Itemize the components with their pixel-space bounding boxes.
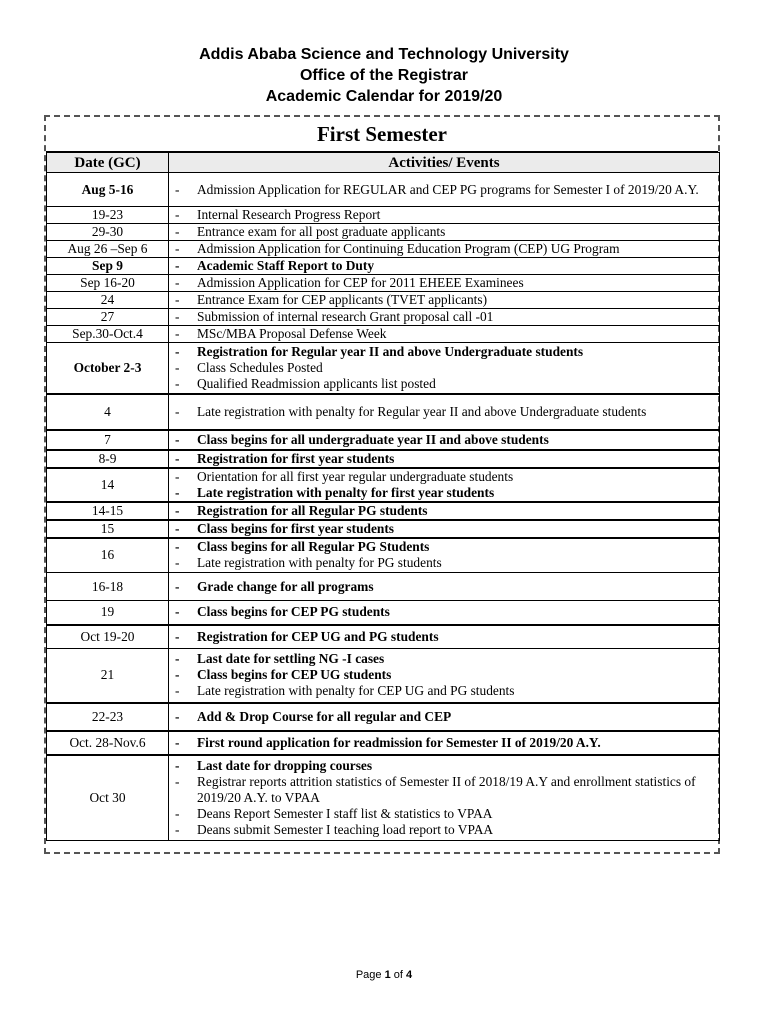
row-activities <box>169 292 720 309</box>
row-activities <box>169 649 720 703</box>
activity-item: - Orientation for all first year regular undergraduate students <box>173 469 715 485</box>
row-activities <box>169 241 720 258</box>
row-activities <box>169 309 720 326</box>
activity-item: - Last date for settling NG -I cases <box>173 651 715 667</box>
activity-list <box>173 224 715 240</box>
row-date: 8-9 <box>47 450 169 468</box>
activity-list <box>173 432 715 448</box>
page-label: Page <box>355 969 382 981</box>
activity-list <box>173 182 715 198</box>
activity-item: - Entrance exam for all post graduate applicants <box>173 224 715 240</box>
table-row <box>47 731 720 755</box>
activity-item: - Qualified Readmission applicants list posted <box>173 376 715 392</box>
row-activities <box>169 173 720 207</box>
row-date: 14-15 <box>47 502 169 520</box>
activity-item: - Class Schedules Posted <box>173 360 715 376</box>
activity-list <box>173 651 715 699</box>
activity-list <box>173 629 715 645</box>
row-date: 19-23 <box>47 207 169 224</box>
activity-item: - MSc/MBA Proposal Defense Week <box>173 326 715 342</box>
row-activities <box>169 538 720 573</box>
of-label: of <box>393 969 403 981</box>
table-row <box>47 601 720 625</box>
row-date: 16-18 <box>47 573 169 601</box>
activity-item: - Late registration with penalty for PG students <box>173 555 715 571</box>
activity-item: - Deans Report Semester I staff list & statistics to VPAA <box>173 806 715 822</box>
activity-item: - Late registration with penalty for CEP UG and PG students <box>173 683 715 699</box>
row-date: 22-23 <box>47 703 169 731</box>
table-row <box>47 343 720 394</box>
row-activities <box>169 258 720 275</box>
activity-list <box>173 735 715 751</box>
activity-item: - Entrance Exam for CEP applicants (TVET applicants) <box>173 292 715 308</box>
table-row <box>47 538 720 573</box>
row-activities <box>169 601 720 625</box>
activity-item: - Internal Research Progress Report <box>173 207 715 223</box>
row-date: 24 <box>47 292 169 309</box>
activity-item: - Academic Staff Report to Duty <box>173 258 715 274</box>
table-row <box>47 207 720 224</box>
activity-item: - Registration for first year students <box>173 451 715 467</box>
activity-item: - Admission Application for Continuing Education Program (CEP) UG Program <box>173 241 715 257</box>
table-row <box>47 520 720 538</box>
table-row <box>47 292 720 309</box>
activity-list <box>173 326 715 342</box>
activities-column-header: Activities/ Events <box>169 153 720 173</box>
row-activities <box>169 468 720 502</box>
semester-title: First Semester <box>46 118 718 152</box>
row-date: 15 <box>47 520 169 538</box>
row-date: 14 <box>47 468 169 502</box>
activity-list <box>173 258 715 274</box>
row-activities <box>169 703 720 731</box>
table-row <box>47 573 720 601</box>
table-row <box>47 326 720 343</box>
activity-list <box>173 579 715 595</box>
activity-item: - Submission of internal research Grant proposal call -01 <box>173 309 715 325</box>
document-header <box>0 44 768 107</box>
row-date: Sep 16-20 <box>47 275 169 292</box>
activity-list <box>173 404 715 420</box>
activity-list <box>173 604 715 620</box>
table-row <box>47 241 720 258</box>
table-row <box>47 502 720 520</box>
table-row <box>47 625 720 649</box>
activity-item: - Admission Application for CEP for 2011 EHEEE Examinees <box>173 275 715 291</box>
activity-list <box>173 451 715 467</box>
activity-list <box>173 503 715 519</box>
activity-item: - Add & Drop Course for all regular and CEP <box>173 709 715 725</box>
table-row <box>47 703 720 731</box>
activity-item: - Class begins for all Regular PG Students <box>173 539 715 555</box>
activity-list <box>173 241 715 257</box>
activity-list <box>173 344 715 392</box>
activity-item: - Class begins for CEP UG students <box>173 667 715 683</box>
activity-list <box>173 521 715 537</box>
activity-list <box>173 709 715 725</box>
row-activities <box>169 573 720 601</box>
activity-list <box>173 758 715 838</box>
row-activities <box>169 625 720 649</box>
activity-item: - Registration for Regular year II and above Undergraduate students <box>173 344 715 360</box>
activity-list <box>173 469 715 501</box>
table-row <box>47 224 720 241</box>
row-activities <box>169 343 720 394</box>
calendar-table <box>46 152 720 841</box>
activity-item: - Admission Application for REGULAR and CEP PG programs for Semester I of 2019/20 A.Y. <box>173 182 715 198</box>
row-activities <box>169 394 720 430</box>
table-row <box>47 430 720 450</box>
row-date: 16 <box>47 538 169 573</box>
table-row <box>47 173 720 207</box>
row-date: Sep 9 <box>47 258 169 275</box>
activity-item: - Registration for all Regular PG students <box>173 503 715 519</box>
table-row <box>47 450 720 468</box>
row-activities <box>169 224 720 241</box>
row-date: 4 <box>47 394 169 430</box>
activity-item: - Class begins for first year students <box>173 521 715 537</box>
row-date: Oct. 28-Nov.6 <box>47 731 169 755</box>
row-activities <box>169 502 720 520</box>
row-date: 27 <box>47 309 169 326</box>
activity-item: - Late registration with penalty for Regular year II and above Undergraduate students <box>173 404 715 420</box>
row-date: Aug 26 –Sep 6 <box>47 241 169 258</box>
row-activities <box>169 755 720 841</box>
calendar-rows <box>47 173 720 841</box>
row-activities <box>169 275 720 292</box>
office-name: Office of the Registrar <box>299 67 469 84</box>
activity-item: - Registrar reports attrition statistics of Semester II of 2018/19 A.Y and enrollment statistics of 2019/20 A.Y. to VPAA <box>173 774 715 806</box>
row-date: October 2-3 <box>47 343 169 394</box>
date-column-header: Date (GC) <box>47 153 169 173</box>
calendar-title: Academic Calendar for 2019/20 <box>265 88 503 105</box>
row-date: Oct 30 <box>47 755 169 841</box>
row-activities <box>169 731 720 755</box>
row-date: Oct 19-20 <box>47 625 169 649</box>
row-activities <box>169 430 720 450</box>
activity-item: - First round application for readmission for Semester II of 2019/20 A.Y. <box>173 735 715 751</box>
row-date: 29-30 <box>47 224 169 241</box>
activity-item: - Deans submit Semester I teaching load report to VPAA <box>173 822 715 838</box>
table-header-row <box>47 153 720 173</box>
page-total: 4 <box>406 969 413 981</box>
row-date: Sep.30-Oct.4 <box>47 326 169 343</box>
activity-list <box>173 309 715 325</box>
activity-item: - Grade change for all programs <box>173 579 715 595</box>
row-date: 19 <box>47 601 169 625</box>
table-row <box>47 275 720 292</box>
table-row <box>47 649 720 703</box>
activity-list <box>173 539 715 571</box>
activity-item: - Late registration with penalty for first year students <box>173 485 715 501</box>
activity-list <box>173 207 715 223</box>
university-name: Addis Ababa Science and Technology University <box>199 46 569 63</box>
table-row <box>47 755 720 841</box>
table-row <box>47 394 720 430</box>
row-activities <box>169 450 720 468</box>
row-activities <box>169 207 720 224</box>
row-date: Aug 5-16 <box>47 173 169 207</box>
activity-list <box>173 292 715 308</box>
activity-item: - Class begins for CEP PG students <box>173 604 715 620</box>
table-row <box>47 468 720 502</box>
row-activities <box>169 520 720 538</box>
table-row <box>47 258 720 275</box>
table-row <box>47 309 720 326</box>
row-date: 7 <box>47 430 169 450</box>
row-date: 21 <box>47 649 169 703</box>
row-activities <box>169 326 720 343</box>
activity-item: - Class begins for all undergraduate year II and above students <box>173 432 715 448</box>
activity-list <box>173 275 715 291</box>
activity-item: - Last date for dropping courses <box>173 758 715 774</box>
page-footer <box>0 969 768 981</box>
page-number: 1 <box>384 969 391 981</box>
activity-item: - Registration for CEP UG and PG students <box>173 629 715 645</box>
